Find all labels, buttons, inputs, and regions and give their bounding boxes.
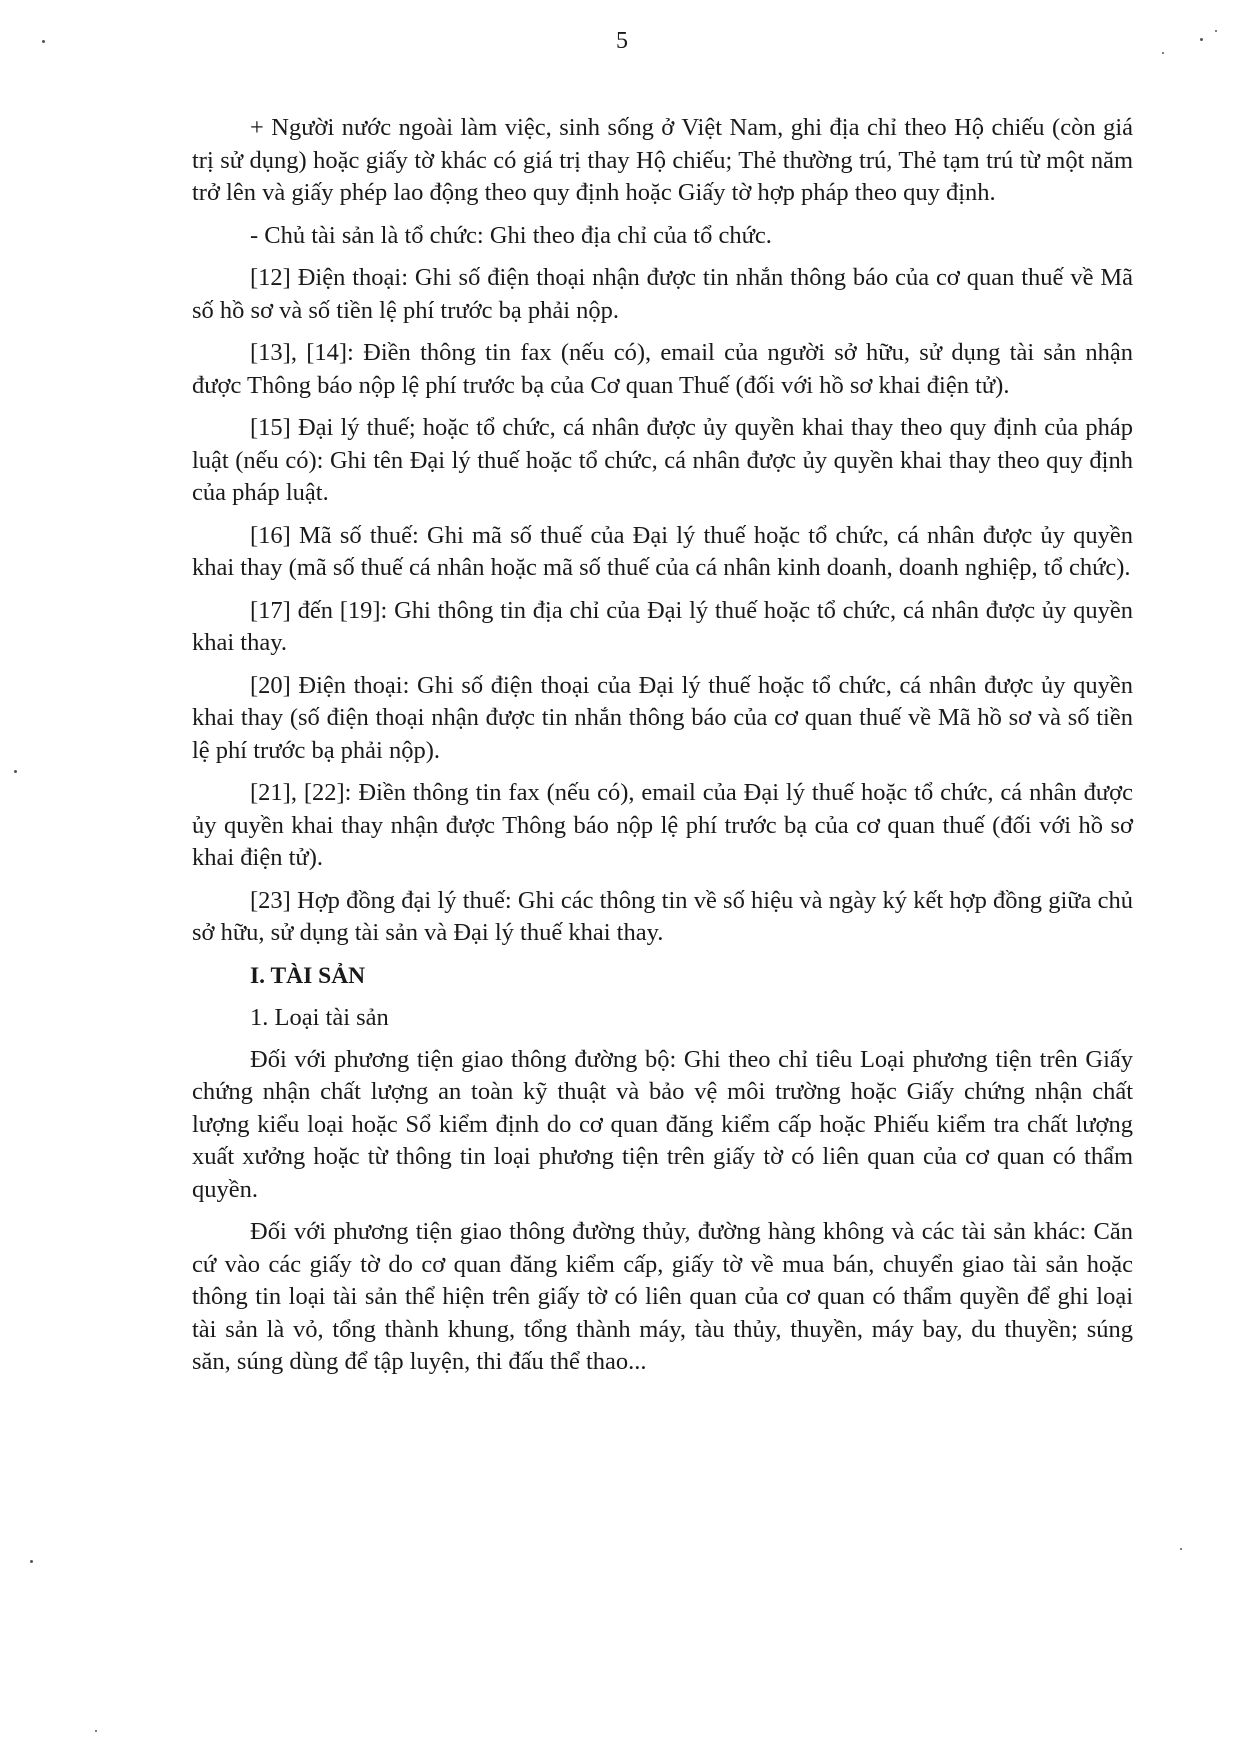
paragraph: [21], [22]: Điền thông tin fax (nếu có), email của Đại lý thuế hoặc tổ chức, cá nhân được ủy quyền khai thay nhận được Thông báo nộp lệ phí trước bạ của cơ quan thuế (đối với hồ sơ khai điện tử). <box>192 779 1133 871</box>
paragraph: [17] đến [19]: Ghi thông tin địa chỉ của Đại lý thuế hoặc tổ chức, cá nhân được ủy quyền khai thay. <box>192 596 1133 656</box>
paragraph: Đối với phương tiện giao thông đường thủy, đường hàng không và các tài sản khác: Căn cứ vào các giấy tờ do cơ quan đăng kiểm cấp, giấy tờ về mua bán, chuyển giao tài sản hoặc thông tin loại tài sản thể hiện trên giấy tờ có liên quan của cơ quan có thẩm quyền để ghi loại tài sản là vỏ, tổng thành khung, tổng thành máy, tàu thủy, thuyền, máy bay, du thuyền; súng săn, súng dùng để tập luyện, thi đấu thể thao... <box>192 1218 1133 1375</box>
paragraph: + Người nước ngoài làm việc, sinh sống ở Việt Nam, ghi địa chỉ theo Hộ chiếu (còn giá trị sử dụng) hoặc giấy tờ khác có giá trị thay Hộ chiếu; Thẻ thường trú, Thẻ tạm trú từ một năm trở lên và giấy phép lao động theo quy định hoặc Giấy tờ hợp pháp theo quy định. <box>192 114 1133 206</box>
scan-speck <box>42 40 45 43</box>
scan-speck <box>1162 52 1164 54</box>
paragraph: [15] Đại lý thuế; hoặc tổ chức, cá nhân được ủy quyền khai thay theo quy định của pháp luật (nếu có): Ghi tên Đại lý thuế hoặc tổ chức, cá nhân được ủy quyền khai thay theo quy định của pháp luật. <box>192 414 1133 506</box>
paragraph: [16] Mã số thuế: Ghi mã số thuế của Đại lý thuế hoặc tổ chức, cá nhân được ủy quyền khai thay (mã số thuế cá nhân hoặc mã số thuế của cá nhân kinh doanh, doanh nghiệp, tổ chức). <box>192 521 1133 581</box>
paragraph: [12] Điện thoại: Ghi số điện thoại nhận được tin nhắn thông báo của cơ quan thuế về Mã số hồ sơ và số tiền lệ phí trước bạ phải nộp. <box>192 264 1133 324</box>
section-heading: I. TÀI SẢN <box>250 962 366 989</box>
scan-speck <box>1180 1548 1182 1550</box>
scan-speck <box>1200 38 1203 41</box>
document-body <box>192 112 1133 1389</box>
paragraph: [23] Hợp đồng đại lý thuế: Ghi các thông tin về số hiệu và ngày ký kết hợp đồng giữa chủ sở hữu, sử dụng tài sản và Đại lý thuế khai thay. <box>192 886 1133 946</box>
scan-speck <box>30 1560 33 1563</box>
scan-speck <box>1215 30 1217 32</box>
paragraph: [20] Điện thoại: Ghi số điện thoại của Đại lý thuế hoặc tổ chức, cá nhân được ủy quyền khai thay (số điện thoại nhận được tin nhắn thông báo của cơ quan thuế về Mã hồ sơ và số tiền lệ phí trước bạ phải nộp). <box>192 671 1133 764</box>
scan-speck <box>14 770 17 773</box>
paragraph: [13], [14]: Điền thông tin fax (nếu có), email của người sở hữu, sử dụng tài sản nhận được Thông báo nộp lệ phí trước bạ của Cơ quan Thuế (đối với hồ sơ khai điện tử). <box>192 339 1133 399</box>
scan-speck <box>95 1730 97 1732</box>
page-number: 5 <box>616 28 628 54</box>
paragraph: Đối với phương tiện giao thông đường bộ: Ghi theo chỉ tiêu Loại phương tiện trên Giấy chứng nhận chất lượng an toàn kỹ thuật và bảo vệ môi trường hoặc Giấy chứng nhận chất lượng kiểu loại hoặc Sổ kiểm định do cơ quan đăng kiểm cấp hoặc Phiếu kiểm tra chất lượng xuất xưởng hoặc từ thông tin loại phương tiện trên giấy tờ có liên quan của cơ quan có thẩm quyền. <box>192 1045 1133 1203</box>
subheading: 1. Loại tài sản <box>250 1003 389 1031</box>
paragraph: - Chủ tài sản là tổ chức: Ghi theo địa chỉ của tổ chức. <box>250 221 772 249</box>
